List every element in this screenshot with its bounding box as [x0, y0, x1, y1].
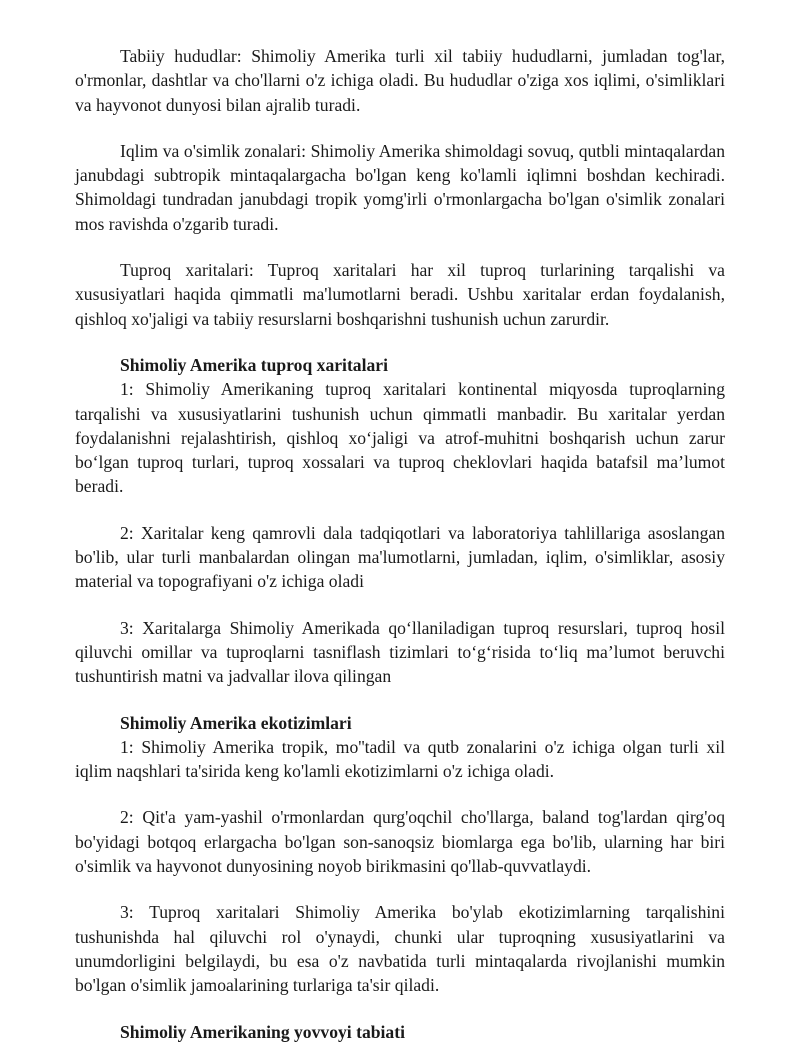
paragraph-soil-3: 3: Xaritalarga Shimoliy Amerikada qo‘llaniladigan tuproq resurslari, tuproq hosil qiluvchi omillar va tuproqlarni tasniflash tizimlari to‘g‘risida to‘liq ma’lumot beruvchi tushuntirish matni va jadvallar ilova qilingan	[75, 617, 725, 687]
paragraph-climate-vegetation: Iqlim va o'simlik zonalari: Shimoliy Amerika shimoldagi sovuq, qutbli mintaqalardan janubdagi subtropik mintaqalargacha bo'lgan keng ko'lamli iqlimni boshdan kechiradi. Shimoldagi tundradan janubdagi tropik yomg'irli o'rmonlargacha bo'lgan o'simlik zonalari mos ravishda o'zgarib turadi.	[75, 140, 725, 234]
section-heading-soil-maps: Shimoliy Amerika tuproq xaritalari	[120, 354, 388, 375]
paragraph-natural-regions: Tabiiy hududlar: Shimoliy Amerika turli xil tabiiy hududlarni, jumladan tog'lar, o'rmonlar, dashtlar va cho'llarni o'z ichiga oladi. Bu hududlar o'ziga xos iqlimi, o'simliklari va hayvonot dunyosi bilan ajralib turadi.	[75, 46, 725, 115]
paragraph-soil-2: 2: Xaritalar keng qamrovli dala tadqiqotlari va laboratoriya tahlillariga asoslangan bo'lib, ular turli manbalardan olingan ma'lumotlarni, jumladan, iqlim, o'simliklar, asosiy material va topografiyani o'z ichiga oladi	[75, 522, 725, 592]
paragraph-eco-2: 2: Qit'a yam-yashil o'rmonlardan qurg'oqchil cho'llarga, baland tog'lardan qirg'oq bo'yidagi botqoq erlargacha bo'lgan son-sanoqsiz biomlarga ega bo'lib, ularning har biri o'simlik va hayvonot dunyosining noyob birikmasini qo'llab-quvvatlaydi.	[75, 807, 725, 877]
paragraph-soil-1: 1: Shimoliy Amerikaning tuproq xaritalari kontinental miqyosda tuproqlarning tarqalishi va xususiyatlarini tushunish uchun qimmatli manbadir. Bu xaritalar yerdan foydalanishni rejalashtirish, qishloq xo‘jaligi va atrof-muhitni boshqarish uchun zarur bo‘lgan tuproq turlari, tuproq xossalari va tuproq cheklovlari haqida batafsil ma’lumot beradi.	[75, 379, 725, 497]
paragraph-soil-maps-intro: Tuproq xaritalari: Tuproq xaritalari har xil tuproq turlarining tarqalishi va xususiyatlari haqida qimmatli ma'lumotlarni beradi. Ushbu xaritalar erdan foydalanish, qishloq xo'jaligi va tabiiy resurslarni boshqarishni tushunish uchun zarurdir.	[75, 260, 725, 329]
paragraph-eco-1: 1: Shimoliy Amerika tropik, mo''tadil va qutb zonalarini o'z ichiga olgan turli xil iqlim naqshlari ta'sirida keng ko'lamli ekotizimlarni o'z ichiga oladi.	[75, 736, 725, 782]
paragraph-eco-3: 3: Tuproq xaritalari Shimoliy Amerika bo'ylab ekotizimlarning tarqalishini tushunishda hal qiluvchi rol o'ynaydi, chunki ular tuproqning xususiyatlarini va unumdorligini belgilaydi, bu esa o'z navbatida turli mintaqalarda rivojlanishi mumkin bo'lgan o'simlik jamoalarining turlariga ta'sir qiladi.	[75, 902, 725, 996]
section-heading-ecosystems: Shimoliy Amerika ekotizimlari	[120, 712, 352, 733]
section-heading-wildlife: Shimoliy Amerikaning yovvoyi tabiati	[120, 1021, 405, 1042]
